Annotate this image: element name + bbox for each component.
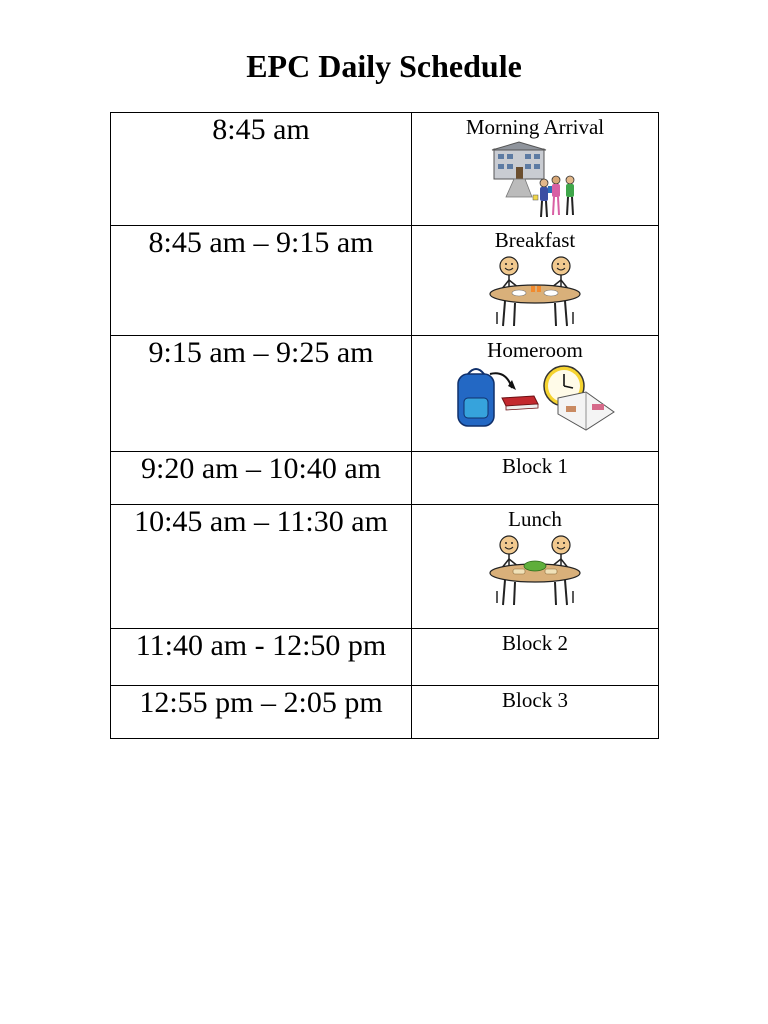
activity-cell bbox=[412, 686, 659, 739]
activity-label: Breakfast bbox=[494, 228, 576, 252]
activity-cell bbox=[412, 113, 659, 226]
activity-label: Block 2 bbox=[502, 631, 568, 655]
activity-label: Block 3 bbox=[502, 688, 568, 712]
activity-cell bbox=[412, 505, 659, 629]
schedule-table bbox=[110, 112, 659, 739]
table-row bbox=[111, 113, 659, 226]
time-cell: 8:45 am bbox=[111, 113, 412, 226]
activity-cell bbox=[412, 226, 659, 336]
activity-cell bbox=[412, 629, 659, 686]
table-row bbox=[111, 336, 659, 452]
lunch-table-icon bbox=[487, 533, 583, 607]
activity-cell bbox=[412, 336, 659, 452]
time-cell: 10:45 am – 11:30 am bbox=[111, 505, 412, 629]
table-row bbox=[111, 452, 659, 505]
table-row bbox=[111, 226, 659, 336]
table-row bbox=[111, 505, 659, 629]
time-cell: 9:20 am – 10:40 am bbox=[111, 452, 412, 505]
activity-label: Morning Arrival bbox=[465, 115, 605, 139]
activity-cell bbox=[412, 452, 659, 505]
homeroom-icon bbox=[454, 364, 616, 436]
time-cell: 11:40 am - 12:50 pm bbox=[111, 629, 412, 686]
table-row bbox=[111, 686, 659, 739]
time-cell: 9:15 am – 9:25 am bbox=[111, 336, 412, 452]
time-cell: 12:55 pm – 2:05 pm bbox=[111, 686, 412, 739]
time-cell: 8:45 am – 9:15 am bbox=[111, 226, 412, 336]
school-arrival-icon bbox=[490, 141, 580, 221]
activity-label: Homeroom bbox=[487, 338, 583, 362]
page-title: EPC Daily Schedule bbox=[246, 48, 522, 84]
activity-label: Block 1 bbox=[502, 454, 568, 478]
table-row bbox=[111, 629, 659, 686]
activity-label: Lunch bbox=[508, 507, 562, 531]
breakfast-table-icon bbox=[487, 254, 583, 328]
